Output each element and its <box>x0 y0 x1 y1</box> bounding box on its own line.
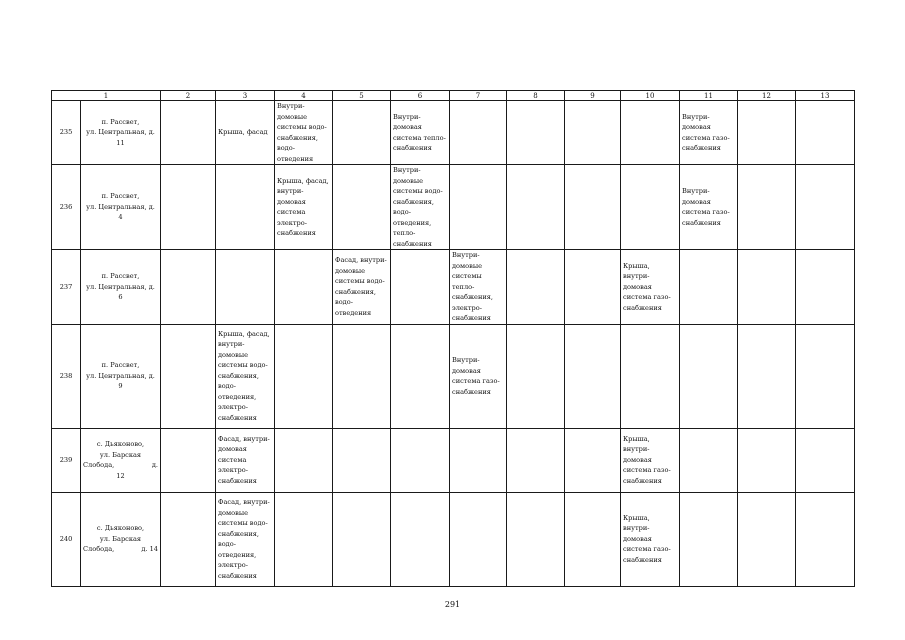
cell-col-9 <box>565 492 621 586</box>
address-part: Слобода, <box>83 461 115 469</box>
address-line: 12 <box>116 471 125 480</box>
address-cell <box>81 492 161 586</box>
cell-col-7 <box>450 428 507 492</box>
address-line: с. Дьяконово, <box>96 440 145 448</box>
column-header-2: 2 <box>161 91 216 101</box>
address-part: д. 14 <box>141 545 158 554</box>
table-row <box>52 101 855 165</box>
cell-col-2 <box>161 101 216 165</box>
address-line: ул. Центральная, д. <box>86 371 155 380</box>
column-header-4: 4 <box>275 91 333 101</box>
address-part: Слобода, <box>83 545 115 554</box>
page-number: 291 <box>444 600 461 609</box>
cell-col-9 <box>565 101 621 165</box>
cell-col-6 <box>391 492 450 586</box>
cell-col-13 <box>796 428 855 492</box>
address-line-split <box>83 544 158 555</box>
cell-col-11 <box>680 324 738 428</box>
cell-col-4 <box>275 428 333 492</box>
cell-col-8 <box>507 101 565 165</box>
cell-col-6 <box>391 250 450 325</box>
address-line: с. Дьяконово, <box>96 524 145 533</box>
address-line: п. Рассвет, <box>101 117 140 126</box>
cell-col-2 <box>161 165 216 250</box>
cell-col-5 <box>333 165 391 250</box>
cell-col-3 <box>216 165 275 250</box>
cell-col-3: Фасад, внутри-домовая система электро-снабжения <box>216 428 275 492</box>
table-row <box>52 492 855 586</box>
cell-col-8 <box>507 324 565 428</box>
cell-col-6 <box>391 324 450 428</box>
column-header-7: 7 <box>450 91 507 101</box>
address-line: ул. Центральная, д. <box>86 202 155 211</box>
cell-col-8 <box>507 492 565 586</box>
cell-col-5 <box>333 492 391 586</box>
address-cell <box>81 324 161 428</box>
column-header-10: 10 <box>621 91 680 101</box>
cell-col-10: Крыша, внутри-домовая система газо-снабжения <box>621 428 680 492</box>
address-line: 11 <box>116 138 125 147</box>
cell-col-8 <box>507 165 565 250</box>
cell-col-9 <box>565 250 621 325</box>
cell-col-9 <box>565 324 621 428</box>
table-row <box>52 165 855 250</box>
cell-col-11 <box>680 250 738 325</box>
column-header-8: 8 <box>507 91 565 101</box>
address-cell <box>81 101 161 165</box>
cell-col-12 <box>738 492 796 586</box>
address-part: д. <box>151 461 158 469</box>
cell-col-3 <box>216 250 275 325</box>
cell-col-12 <box>738 250 796 325</box>
cell-col-12 <box>738 165 796 250</box>
cell-col-4 <box>275 492 333 586</box>
column-number-row <box>52 91 855 101</box>
cell-col-6: Внутри-домовые системы водо-снабжения, водо-отведения, тепло-снабжения <box>391 165 450 250</box>
cell-col-11: Внутри-домовая система газо-снабжения <box>680 101 738 165</box>
address-line: 6 <box>118 293 123 301</box>
cell-col-2 <box>161 492 216 586</box>
cell-col-3: Крыша, фасад, внутри-домовые системы водо-снабжения, водо-отведения, электро-снабжения <box>216 324 275 428</box>
address-line: 9 <box>118 382 123 391</box>
cell-col-10: Крыша, внутри-домовая система газо-снабжения <box>621 250 680 325</box>
row-number: 238 <box>52 324 81 428</box>
address-line: п. Рассвет, <box>101 272 140 280</box>
address-line: п. Рассвет, <box>101 192 140 201</box>
cell-col-13 <box>796 492 855 586</box>
column-header-1: 1 <box>52 91 161 101</box>
address-line: ул. Барская <box>99 534 142 543</box>
cell-col-7 <box>450 165 507 250</box>
cell-col-7: Внутри-домовые системы тепло-снабжения, электро-снабжения <box>450 250 507 325</box>
cell-col-2 <box>161 324 216 428</box>
column-header-11: 11 <box>680 91 738 101</box>
cell-col-7 <box>450 101 507 165</box>
address-line: ул. Центральная, д. <box>86 128 155 137</box>
cell-col-9 <box>565 428 621 492</box>
row-number: 236 <box>52 165 81 250</box>
address-line: ул. Центральная, д. <box>86 282 155 291</box>
row-number: 239 <box>52 428 81 492</box>
cell-col-13 <box>796 165 855 250</box>
address-cell <box>81 428 161 492</box>
cell-col-3: Фасад, внутри-домовые системы водо-снабжения, водо-отведения, электро-снабжения <box>216 492 275 586</box>
cell-col-5: Фасад, внутри-домовые системы водо-снабжения, водо-отведения <box>333 250 391 325</box>
cell-col-8 <box>507 428 565 492</box>
cell-col-4 <box>275 250 333 325</box>
cell-col-13 <box>796 101 855 165</box>
table-sheet <box>51 90 855 587</box>
row-number: 237 <box>52 250 81 325</box>
cell-col-4: Внутри-домовые системы водо-снабжения, водо-отведения <box>275 101 333 165</box>
cell-col-9 <box>565 165 621 250</box>
table-row <box>52 428 855 492</box>
table-row <box>52 324 855 428</box>
cell-col-2 <box>161 250 216 325</box>
column-header-9: 9 <box>565 91 621 101</box>
cell-col-10 <box>621 324 680 428</box>
cell-col-12 <box>738 101 796 165</box>
cell-col-4 <box>275 324 333 428</box>
row-number: 235 <box>52 101 81 165</box>
address-cell <box>81 250 161 325</box>
address-cell <box>81 165 161 250</box>
cell-col-2 <box>161 428 216 492</box>
cell-col-6 <box>391 428 450 492</box>
row-number: 240 <box>52 492 81 586</box>
table-row <box>52 250 855 325</box>
repair-schedule-table <box>51 90 855 587</box>
cell-col-10: Крыша, внутри-домовая система газо-снабжения <box>621 492 680 586</box>
cell-col-5 <box>333 101 391 165</box>
cell-col-8 <box>507 250 565 325</box>
cell-col-11: Внутри-домовая система газо-снабжения <box>680 165 738 250</box>
column-header-6: 6 <box>391 91 450 101</box>
cell-col-11 <box>680 492 738 586</box>
column-header-12: 12 <box>738 91 796 101</box>
cell-col-13 <box>796 250 855 325</box>
cell-col-3: Крыша, фасад <box>216 101 275 165</box>
cell-col-12 <box>738 324 796 428</box>
cell-col-10 <box>621 165 680 250</box>
cell-col-6: Внутри-домовая система тепло-снабжения <box>391 101 450 165</box>
column-header-5: 5 <box>333 91 391 101</box>
cell-col-5 <box>333 428 391 492</box>
cell-col-4: Крыша, фасад, внутри-домовая система электро-снабжения <box>275 165 333 250</box>
address-line: ул. Барская <box>99 450 142 459</box>
cell-col-5 <box>333 324 391 428</box>
cell-col-11 <box>680 428 738 492</box>
cell-col-13 <box>796 324 855 428</box>
address-line: п. Рассвет, <box>101 361 140 370</box>
cell-col-7: Внутри-домовая система газо-снабжения <box>450 324 507 428</box>
column-header-3: 3 <box>216 91 275 101</box>
cell-col-12 <box>738 428 796 492</box>
cell-col-10 <box>621 101 680 165</box>
cell-col-7 <box>450 492 507 586</box>
address-line: 4 <box>118 213 123 222</box>
address-line-split <box>83 460 158 471</box>
column-header-13: 13 <box>796 91 855 101</box>
